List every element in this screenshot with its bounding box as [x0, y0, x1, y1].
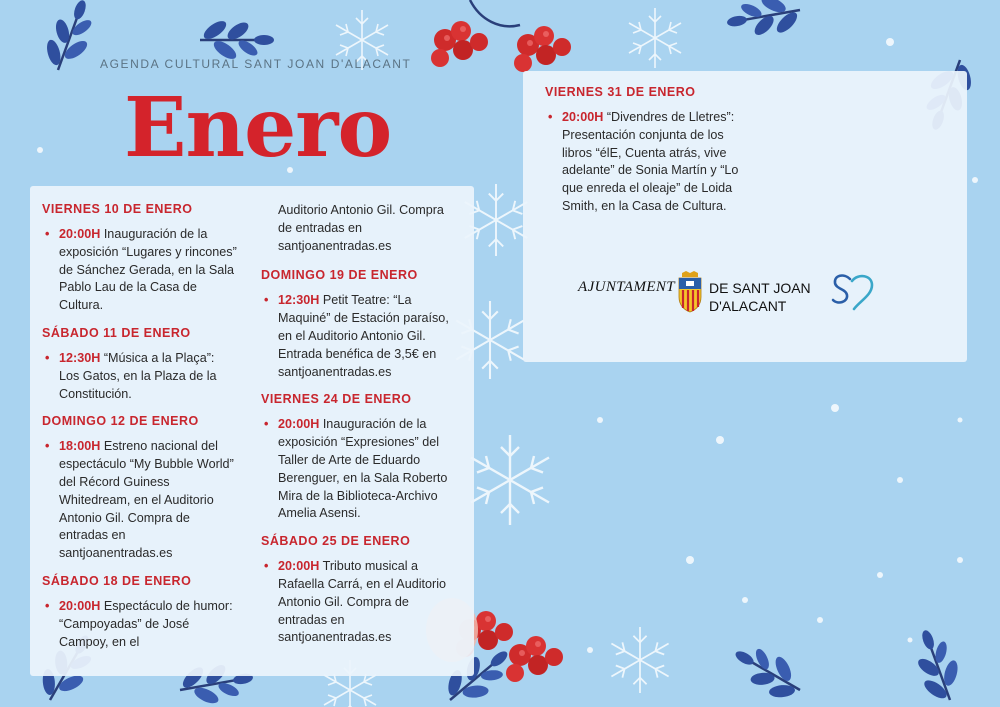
event-item	[261, 292, 461, 381]
event-text: Espectáculo de humor: “Campoyadas” de José Campoy, en el	[59, 598, 233, 649]
event-text: Inauguración de la exposición “Expresiones” del Taller de Arte de Eduardo Berenguer, en la Sala Roberto Mira de la Biblioteca-Archivo Amelia Asensi.	[278, 417, 448, 521]
event-date: VIERNES 31 DE ENERO	[545, 85, 696, 99]
event-time: 18:00H	[59, 439, 101, 454]
events-column-1	[42, 201, 237, 661]
event-date: DOMINGO 12 DE ENERO	[42, 414, 199, 429]
event-date: DOMINGO 19 DE ENERO	[261, 268, 418, 283]
event-time: 20:00H	[278, 417, 320, 432]
event-item	[261, 558, 461, 647]
event-date: SÁBADO 11 DE ENERO	[42, 325, 191, 340]
agenda-subtitle: AGENDA CULTURAL SANT JOAN D'ALACANT	[100, 57, 412, 71]
bullet-icon: •	[264, 293, 269, 308]
bullet-icon: •	[45, 439, 50, 454]
event-item	[42, 350, 237, 403]
bullet-icon: •	[45, 227, 50, 241]
event-item	[42, 226, 237, 315]
event-time: 12:30H	[278, 293, 320, 308]
event-date: VIERNES 24 DE ENERO	[261, 392, 412, 407]
event-item	[42, 438, 237, 563]
event-item	[545, 109, 750, 216]
event-text: Inauguración de la exposición “Lugares y rincones” de Sánchez Gerada, en la Sala Pablo Lau de la Casa de Cultura.	[59, 227, 237, 313]
ajuntament-logo	[578, 271, 878, 317]
event-time: 20:00H	[278, 559, 320, 574]
logo-city-line-2: D'ALACANT	[709, 298, 787, 314]
event-text: Tributo musical a Rafaella Carrá, en el Auditorio Antonio Gil. Compra de entradas en santjoanentradas.es	[278, 559, 447, 645]
bullet-icon: •	[548, 110, 553, 124]
events-column-3	[545, 84, 750, 226]
event-item	[42, 598, 237, 651]
event-continuation: Auditorio Antonio Gil. Compra de entradas en santjoanentradas.es	[278, 203, 444, 253]
bullet-icon: •	[45, 598, 50, 613]
logo-name: AJUNTAMENT	[578, 279, 676, 295]
page-title: Enero	[124, 80, 392, 176]
event-item	[261, 416, 461, 523]
event-time: 20:00H	[59, 227, 101, 241]
event-date: SÁBADO 25 DE ENERO	[261, 534, 411, 549]
sant-joan-heart-icon	[830, 271, 876, 311]
event-date: VIERNES 10 DE ENERO	[42, 202, 193, 216]
coat-of-arms-icon	[678, 271, 702, 313]
events-column-2	[261, 202, 461, 657]
event-time: 20:00H	[562, 110, 604, 124]
event-time: 12:30H	[59, 350, 101, 365]
logo-city-line-1: DE SANT JOAN	[709, 280, 811, 296]
bullet-icon: •	[264, 417, 269, 432]
event-date: SÁBADO 18 DE ENERO	[42, 573, 192, 588]
event-time: 20:00H	[59, 598, 101, 613]
event-text: Estreno nacional del espectáculo “My Bubble World” del Récord Guiness Whitedream, en el Auditorio Antonio Gil. Compra de entradas en santjoanentradas.es	[59, 439, 234, 561]
event-text: “Divendres de Lletres”: Presentación conjunta de los libros “élE, Cuenta atrás, vive adelante” de Sonia Martín y “Lo que enreda el oleaje” de Loida Smith, en la Casa de Cultura.	[562, 110, 739, 213]
event-text: “Música a la Plaça”: Los Gatos, en la Plaza de la Constitución.	[59, 350, 217, 401]
bullet-icon: •	[45, 350, 50, 365]
bullet-icon: •	[264, 559, 269, 574]
event-text: Petit Teatre: “La Maquiné” de Estación paraíso, en el Auditorio Antonio Gil. Entrada benéfica de 3,5€ en santjoanentradas.es	[278, 293, 449, 379]
logo-city	[709, 279, 819, 315]
